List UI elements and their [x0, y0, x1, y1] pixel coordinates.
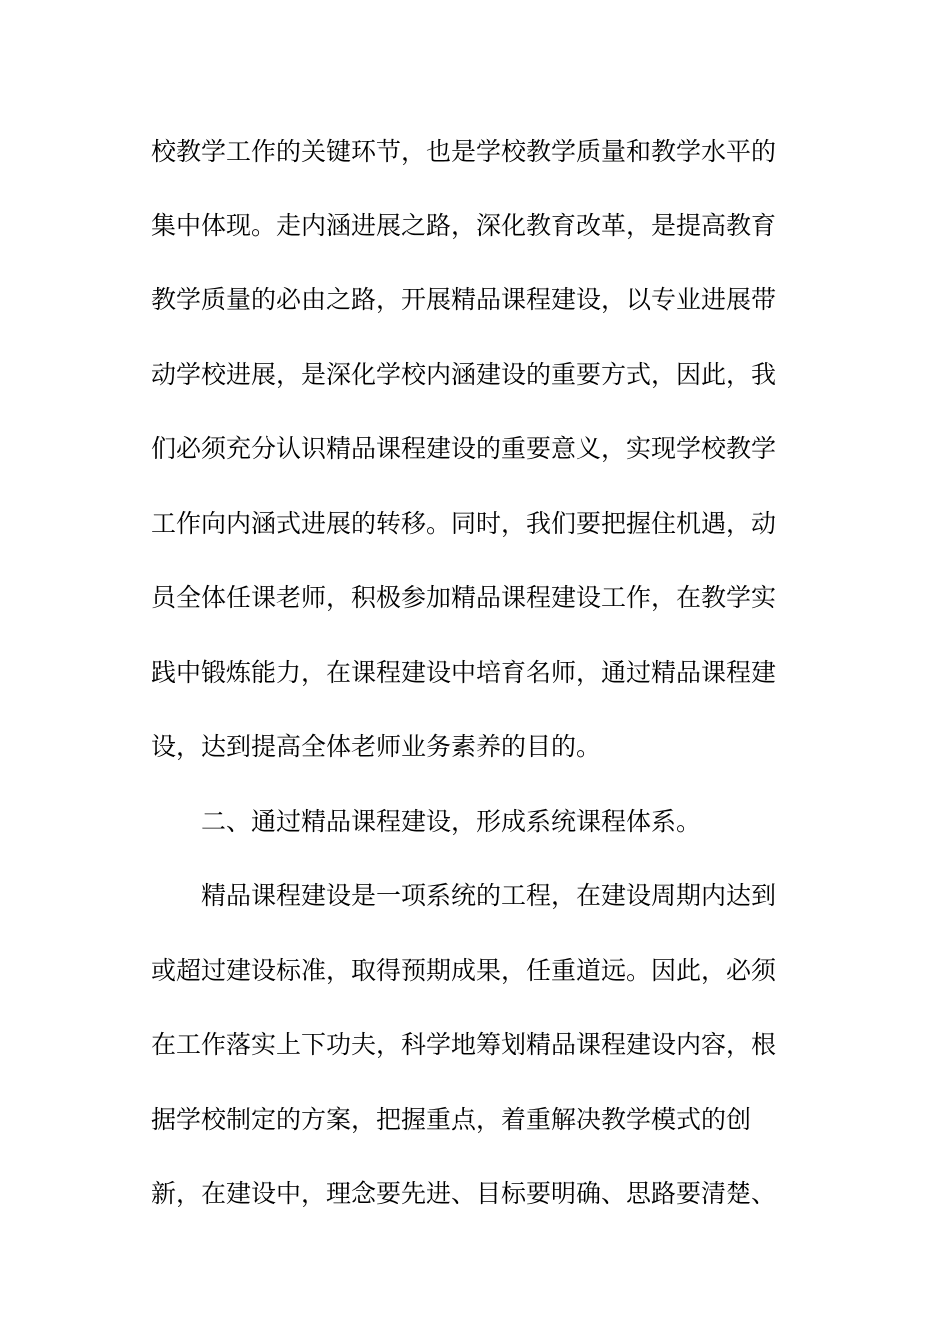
text-line: 据学校制定的方案，把握重点，着重解决教学模式的创	[151, 1105, 752, 1134]
text-line: 设，达到提高全体老师业务素养的目的。	[151, 732, 602, 761]
text-line: 精品课程建设是一项系统的工程，在建设周期内达到	[201, 881, 777, 910]
text-line: 动学校进展，是深化学校内涵建设的重要方式，因此，我	[151, 360, 777, 389]
text-line: 员全体任课老师，积极参加精品课程建设工作，在教学实	[151, 583, 777, 612]
section-heading: 二、通过精品课程建设，形成系统课程体系。	[201, 807, 702, 836]
text-line: 集中体现。走内涵进展之路，深化教育改革，是提高教育	[151, 211, 777, 240]
text-line: 新，在建设中，理念要先进、目标要明确、思路要清楚、	[151, 1179, 777, 1208]
text-line: 践中锻炼能力，在课程建设中培育名师，通过精品课程建	[151, 658, 777, 687]
text-line: 教学质量的必由之路，开展精品课程建设，以专业进展带	[151, 285, 777, 314]
text-line: 工作向内涵式进展的转移。同时，我们要把握住机遇，动	[151, 509, 777, 538]
text-line: 在工作落实上下功夫，科学地筹划精品课程建设内容，根	[151, 1030, 777, 1059]
text-line: 们必须充分认识精品课程建设的重要意义，实现学校教学	[151, 434, 777, 463]
text-line: 或超过建设标准，取得预期成果，任重道远。因此，必须	[151, 956, 777, 985]
text-line: 校教学工作的关键环节，也是学校教学质量和教学水平的	[151, 137, 777, 166]
